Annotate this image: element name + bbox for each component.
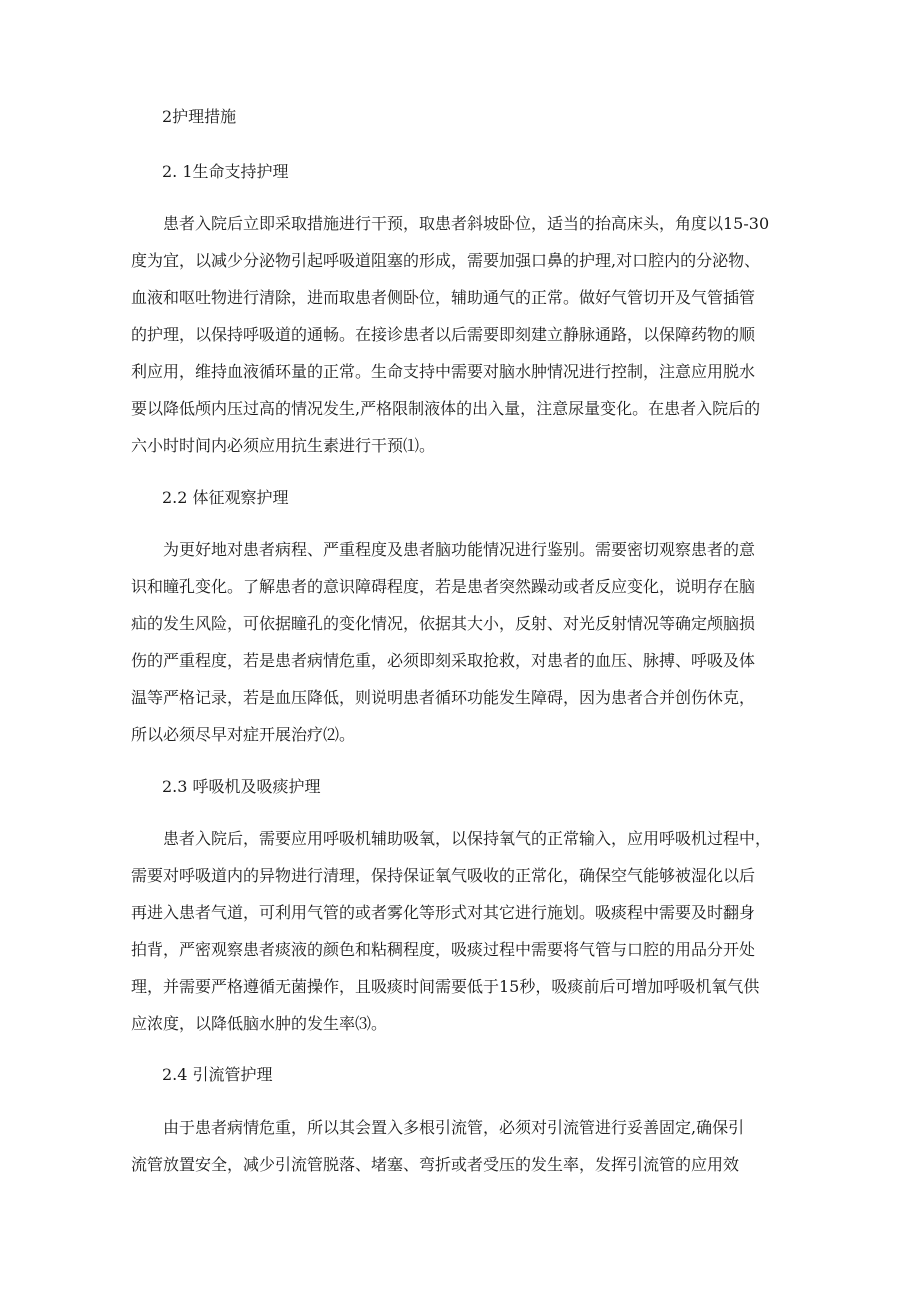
section-heading-2-4: 2.4 引流管护理 [162, 1065, 273, 1084]
paragraph-line: 度为宜，以减少分泌物引起呼吸道阻塞的形成，需要加强口鼻的护理,对口腔内的分泌物、 [131, 251, 761, 270]
paragraph-line: 患者入院后，需要应用呼吸机辅助吸氧，以保持氧气的正常输入，应用呼吸机过程中， [163, 829, 772, 848]
paragraph-line: 拍背，严密观察患者痰液的颜色和粘稠程度，吸痰过程中需要将气管与口腔的用品分开处 [131, 940, 756, 959]
paragraph-line: 再进入患者气道，可利用气管的或者雾化等形式对其它进行施划。吸痰程中需要及时翻身 [131, 903, 756, 922]
paragraph-line: 温等严格记录，若是血压降低，则说明患者循环功能发生障碍，因为患者合并创伤休克， [131, 688, 756, 707]
section-heading-2-1: 2. 1生命支持护理 [162, 162, 289, 181]
paragraph-line: 流管放置安全，减少引流管脱落、堵塞、弯折或者受压的发生率，发挥引流管的应用效 [131, 1155, 740, 1174]
paragraph-line: 的护理，以保持呼吸道的通畅。在接诊患者以后需要即刻建立静脉通路，以保障药物的顺 [131, 325, 756, 344]
paragraph-line: 识和瞳孔变化。了解患者的意识障碍程度，若是患者突然躁动或者反应变化，说明存在脑 [131, 577, 756, 596]
paragraph-line: 应浓度，以降低脑水肿的发生率⑶。 [131, 1014, 388, 1033]
paragraph-line: 所以必须尽早对症开展治疗⑵。 [131, 725, 356, 744]
section-heading-2-3: 2.3 呼吸机及吸痰护理 [162, 777, 321, 796]
paragraph-line: 血液和呕吐物进行清除，进而取患者侧卧位，辅助通气的正常。做好气管切开及气管插管 [131, 288, 756, 307]
paragraph-line: 要以降低颅内压过高的情况发生,严格限制液体的出入量，注意尿量变化。在患者入院后的 [131, 399, 761, 418]
paragraph-line: 利应用，维持血液循环量的正常。生命支持中需要对脑水肿情况进行控制，注意应用脱水 [131, 362, 756, 381]
paragraph-line: 为更好地对患者病程、严重程度及患者脑功能情况进行鉴别。需要密切观察患者的意 [163, 540, 756, 559]
section-heading-2-2: 2.2 体征观察护理 [162, 488, 289, 507]
paragraph-line: 需要对呼吸道内的异物进行清理，保持保证氧气吸收的正常化，确保空气能够被湿化以后 [131, 866, 756, 885]
paragraph-line: 由于患者病情危重，所以其会置入多根引流管，必须对引流管进行妥善固定,确保引 [163, 1118, 745, 1137]
paragraph-line: 六小时时间内必须应用抗生素进行干预⑴。 [131, 436, 436, 455]
paragraph-line: 理，并需要严格遵循无菌操作，且吸痰时间需要低于15秒，吸痰前后可增加呼吸机氧气供 [131, 977, 760, 996]
paragraph-line: 伤的严重程度，若是患者病情危重，必须即刻采取抢救，对患者的血压、脉搏、呼吸及体 [131, 651, 756, 670]
paragraph-line: 疝的发生风险，可依据瞳孔的变化情况，依据其大小，反射、对光反射情况等确定颅脑损 [131, 614, 756, 633]
section-heading-2: 2护理措施 [162, 107, 237, 126]
paragraph-line: 患者入院后立即采取措施进行干预，取患者斜坡卧位，适当的抬高床头，角度以15-30 [163, 214, 770, 233]
